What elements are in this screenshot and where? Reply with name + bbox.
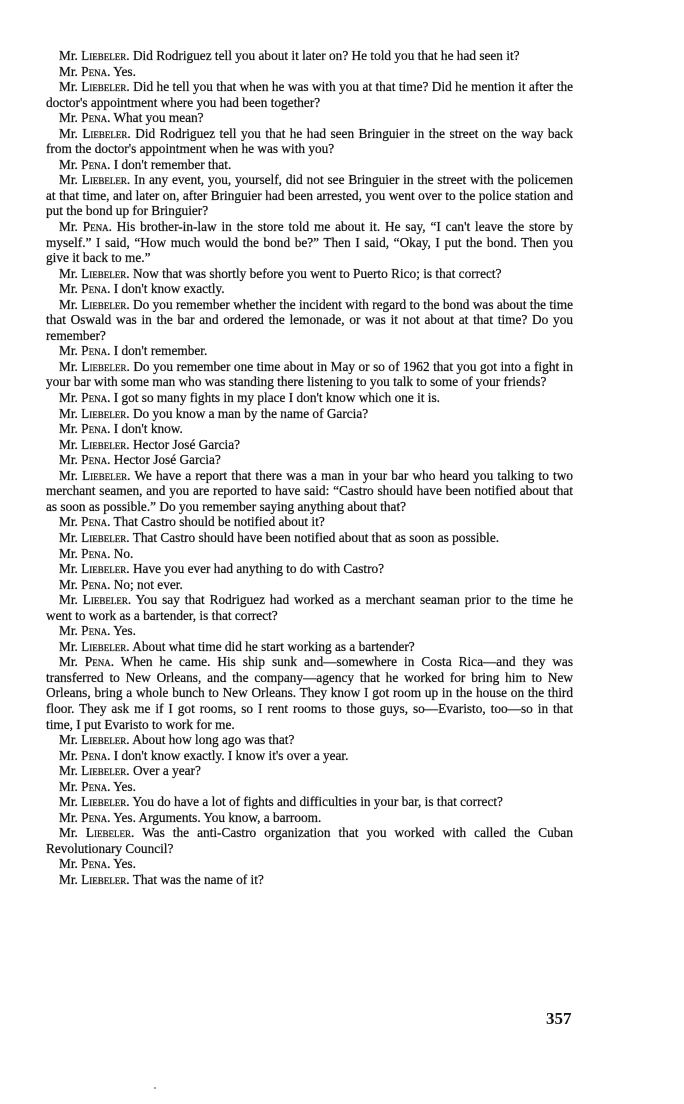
paragraph-text: Did Rodriguez tell you that he had seen Bringuier in the street on the way back from the doctor's appointment when he was with you?: [46, 125, 573, 157]
speaker-name: Pena.: [81, 390, 111, 406]
speaker-name: Liebeler.: [81, 358, 130, 374]
speaker-title: Mr.: [59, 156, 78, 172]
paragraph-text: Yes.: [113, 623, 136, 639]
paragraph-text: Have you ever had anything to do with Castro?: [132, 561, 385, 577]
testimony-paragraph: [46, 219, 573, 266]
speaker-title: Mr.: [59, 79, 78, 95]
speaker-title: Mr.: [59, 654, 78, 670]
speaker-name: Liebeler.: [81, 172, 131, 188]
speaker-title: Mr.: [59, 390, 78, 406]
paragraph-text: I don't know exactly.: [113, 281, 225, 297]
speaker-name: Pena.: [84, 654, 115, 670]
paragraph-text: Yes.: [113, 856, 136, 872]
paragraph-text: I got so many fights in my place I don't know which one it is.: [113, 390, 440, 406]
speaker-label: [59, 281, 110, 296]
speaker-name: Liebeler.: [85, 825, 135, 841]
speaker-label: [59, 359, 130, 374]
speaker-label: [59, 825, 134, 840]
paragraph-text: Yes. Arguments. You know, a barroom.: [113, 809, 322, 825]
testimony-paragraph: [46, 48, 573, 64]
speaker-label: [59, 530, 130, 545]
testimony-paragraph: [46, 794, 573, 810]
speaker-name: Liebeler.: [81, 405, 130, 421]
testimony-paragraph: [46, 872, 573, 888]
speaker-label: [59, 219, 112, 234]
speaker-name: Liebeler.: [82, 467, 131, 483]
testimony-paragraph: [46, 577, 573, 593]
testimony-paragraph: [46, 64, 573, 80]
speaker-name: Liebeler.: [81, 763, 130, 779]
speaker-label: [59, 810, 110, 825]
speaker-label: [59, 343, 110, 358]
paragraph-text: No; not ever.: [113, 576, 183, 592]
speaker-label: [59, 406, 130, 421]
speaker-label: [59, 654, 114, 669]
testimony-paragraph: [46, 763, 573, 779]
speaker-name: Pena.: [81, 809, 111, 825]
speaker-name: Pena.: [81, 156, 111, 172]
speaker-label: [59, 592, 131, 607]
speaker-name: Liebeler.: [81, 48, 130, 63]
testimony-text: [46, 48, 573, 888]
speaker-name: Pena.: [81, 747, 111, 763]
testimony-paragraph: [46, 172, 573, 219]
testimony-paragraph: [46, 779, 573, 795]
speaker-title: Mr.: [59, 436, 78, 452]
speaker-title: Mr.: [59, 638, 78, 654]
speaker-name: Liebeler.: [81, 265, 130, 281]
speaker-title: Mr.: [59, 48, 78, 63]
speaker-title: Mr.: [59, 358, 78, 374]
testimony-paragraph: [46, 266, 573, 282]
speaker-title: Mr.: [59, 452, 78, 468]
speaker-name: Pena.: [81, 281, 111, 297]
speaker-name: Pena.: [82, 219, 112, 235]
paragraph-text: Over a year?: [132, 763, 201, 779]
speaker-label: [59, 110, 110, 125]
testimony-paragraph: [46, 732, 573, 748]
speaker-title: Mr.: [59, 514, 78, 530]
speaker-name: Pena.: [81, 110, 111, 126]
testimony-paragraph: [46, 281, 573, 297]
paragraph-text: His brother-in-law in the store told me about it. He say, “I can't leave the store by myself.” I said, “How much would the bond be?” Then I said, “Okay, I put the bond. Then you give it back to me.”: [46, 219, 574, 266]
page-number: 357: [546, 1009, 572, 1028]
speaker-name: Pena.: [81, 778, 111, 794]
speaker-name: Liebeler.: [81, 871, 130, 887]
speaker-name: Pena.: [81, 452, 111, 468]
speaker-name: Pena.: [81, 421, 111, 437]
paragraph-text: When he came. His ship sunk and—somewhere in Costa Rica—and they was transferred to New Orleans, and the company—agency that he worked for bring him to New Orleans, bring a whole bunch to New Orleans. They know I got room up in the house on the third floor. They ask me if I got rooms, so I rent rooms to those guys, so—Evaristo, too—so in that time, I put Evaristo to work for me.: [46, 654, 574, 732]
paragraph-text: Do you remember whether the incident with regard to the bond was about the time that Oswald was in the bar and ordered the lemonade, or was it not about at that time? Do you remember?: [46, 296, 574, 343]
speaker-name: Liebeler.: [81, 436, 130, 452]
testimony-paragraph: [46, 437, 573, 453]
testimony-paragraph: [46, 639, 573, 655]
paragraph-text: That Castro should be notified about it?: [113, 514, 325, 530]
speaker-title: Mr.: [59, 172, 78, 188]
paragraph-text: Now that was shortly before you went to Puerto Rico; is that correct?: [132, 265, 502, 281]
speaker-label: [59, 266, 130, 281]
speaker-name: Pena.: [81, 856, 111, 872]
testimony-paragraph: [46, 561, 573, 577]
speaker-name: Liebeler.: [81, 794, 130, 810]
speaker-title: Mr.: [59, 747, 78, 763]
speaker-label: [59, 452, 110, 467]
testimony-paragraph: [46, 514, 573, 530]
speaker-label: [59, 639, 130, 654]
speaker-name: Liebeler.: [82, 592, 132, 608]
testimony-paragraph: [46, 825, 573, 856]
paragraph-text: Hector José Garcia?: [132, 436, 241, 452]
speaker-title: Mr.: [59, 110, 78, 126]
speaker-title: Mr.: [59, 576, 78, 592]
speaker-name: Liebeler.: [81, 638, 130, 654]
speaker-label: [59, 437, 130, 452]
paragraph-text: I don't know exactly. I know it's over a year.: [113, 747, 349, 763]
speaker-name: Pena.: [81, 63, 111, 79]
testimony-paragraph: [46, 623, 573, 639]
speaker-title: Mr.: [59, 343, 78, 359]
testimony-paragraph: [46, 79, 573, 110]
speaker-label: [59, 390, 110, 405]
speaker-title: Mr.: [59, 545, 78, 561]
speaker-label: [59, 172, 130, 187]
testimony-paragraph: [46, 654, 573, 732]
paragraph-text: That Castro should have been notified about that as soon as possible.: [132, 529, 500, 545]
paragraph-text: Do you remember one time about in May or so of 1962 that you got into a fight in your bar with some man who was standing there listening to you talk to some of your friends?: [46, 358, 574, 390]
speaker-title: Mr.: [59, 856, 78, 872]
paragraph-text: Yes.: [113, 778, 136, 794]
paragraph-text: In any event, you, yourself, did not see Bringuier in the street with the policemen at that time, and later on, after Bringuier had been arrested, you went over to the police station and put the bond up for Bringuier?: [46, 172, 574, 219]
testimony-paragraph: [46, 452, 573, 468]
paragraph-text: I don't remember that.: [113, 156, 232, 172]
speaker-name: Pena.: [81, 545, 111, 561]
speaker-name: Liebeler.: [81, 296, 130, 312]
speaker-title: Mr.: [59, 296, 78, 312]
speaker-title: Mr.: [59, 623, 78, 639]
speaker-label: [59, 514, 110, 529]
speaker-label: [59, 79, 130, 94]
testimony-paragraph: [46, 110, 573, 126]
paragraph-text: We have a report that there was a man in your bar who heard you talking to two merchant seamen, and you are reported to have said: “Castro should have been notified about that as soon as possible.” Do you remember saying anything about that?: [46, 467, 573, 514]
speaker-title: Mr.: [59, 281, 78, 297]
speaker-title: Mr.: [59, 763, 78, 779]
paragraph-text: I don't remember.: [113, 343, 208, 359]
speaker-label: [59, 561, 130, 576]
paragraph-text: That was the name of it?: [132, 871, 264, 887]
speaker-name: Liebeler.: [81, 79, 130, 95]
speaker-label: [59, 794, 130, 809]
testimony-paragraph: [46, 748, 573, 764]
testimony-paragraph: [46, 421, 573, 437]
paragraph-text: Yes.: [113, 63, 136, 79]
speaker-label: [59, 421, 110, 436]
paragraph-text: What you mean?: [113, 110, 204, 126]
speaker-title: Mr.: [59, 561, 78, 577]
speaker-label: [59, 297, 130, 312]
speaker-title: Mr.: [59, 421, 78, 437]
speaker-name: Liebeler.: [81, 529, 130, 545]
testimony-paragraph: [46, 530, 573, 546]
speaker-title: Mr.: [59, 405, 78, 421]
paragraph-text: Do you know a man by the name of Garcia?: [132, 405, 369, 421]
speaker-title: Mr.: [59, 809, 78, 825]
speaker-title: Mr.: [59, 265, 78, 281]
speaker-label: [59, 872, 130, 887]
testimony-paragraph: [46, 343, 573, 359]
speaker-title: Mr.: [59, 794, 78, 810]
speaker-label: [59, 577, 110, 592]
speaker-title: Mr.: [59, 732, 78, 748]
scan-speck: [154, 1087, 156, 1089]
paragraph-text: Hector José Garcia?: [113, 452, 221, 468]
speaker-label: [59, 732, 130, 747]
testimony-paragraph: [46, 856, 573, 872]
paragraph-text: No.: [113, 545, 134, 561]
speaker-name: Pena.: [81, 514, 111, 530]
speaker-title: Mr.: [59, 871, 78, 887]
speaker-label: [59, 126, 131, 141]
speaker-name: Pena.: [81, 576, 111, 592]
speaker-label: [59, 64, 110, 79]
speaker-name: Liebeler.: [82, 125, 131, 141]
speaker-label: [59, 623, 110, 638]
speaker-label: [59, 856, 110, 871]
paragraph-text: You do have a lot of fights and difficulties in your bar, is that correct?: [132, 794, 503, 810]
testimony-paragraph: [46, 157, 573, 173]
paragraph-text: About how long ago was that?: [132, 732, 295, 748]
testimony-paragraph: [46, 546, 573, 562]
speaker-label: [59, 468, 130, 483]
speaker-title: Mr.: [59, 63, 78, 79]
testimony-paragraph: [46, 359, 573, 390]
speaker-label: [59, 48, 130, 63]
testimony-paragraph: [46, 297, 573, 344]
speaker-title: Mr.: [59, 529, 78, 545]
speaker-title: Mr.: [59, 825, 78, 841]
speaker-title: Mr.: [59, 219, 78, 235]
paragraph-text: Did Rodriguez tell you about it later on? He told you that he had seen it?: [132, 48, 520, 63]
speaker-title: Mr.: [59, 467, 78, 483]
speaker-name: Pena.: [81, 343, 111, 359]
paragraph-text: About what time did he start working as a bartender?: [132, 638, 415, 654]
testimony-paragraph: [46, 810, 573, 826]
testimony-paragraph: [46, 592, 573, 623]
paragraph-text: Was the anti-Castro organization that you worked with called the Cuban Revolutionary Council?: [46, 825, 573, 856]
speaker-title: Mr.: [59, 125, 78, 141]
speaker-label: [59, 157, 110, 172]
speaker-name: Liebeler.: [81, 561, 130, 577]
paragraph-text: I don't know.: [113, 421, 183, 437]
speaker-label: [59, 779, 110, 794]
speaker-title: Mr.: [59, 778, 78, 794]
speaker-label: [59, 763, 130, 778]
testimony-paragraph: [46, 468, 573, 515]
paragraph-text: Did he tell you that when he was with you at that time? Did he mention it after the doctor's appointment where you had been together?: [46, 79, 574, 110]
paragraph-text: You say that Rodriguez had worked as a merchant seaman prior to the time he went to work as a bartender, is that correct?: [46, 592, 574, 623]
testimony-paragraph: [46, 406, 573, 422]
testimony-paragraph: [46, 126, 573, 157]
testimony-paragraph: [46, 390, 573, 406]
speaker-name: Pena.: [81, 623, 111, 639]
speaker-label: [59, 546, 110, 561]
speaker-name: Liebeler.: [81, 732, 130, 748]
speaker-label: [59, 748, 110, 763]
speaker-title: Mr.: [59, 592, 78, 608]
